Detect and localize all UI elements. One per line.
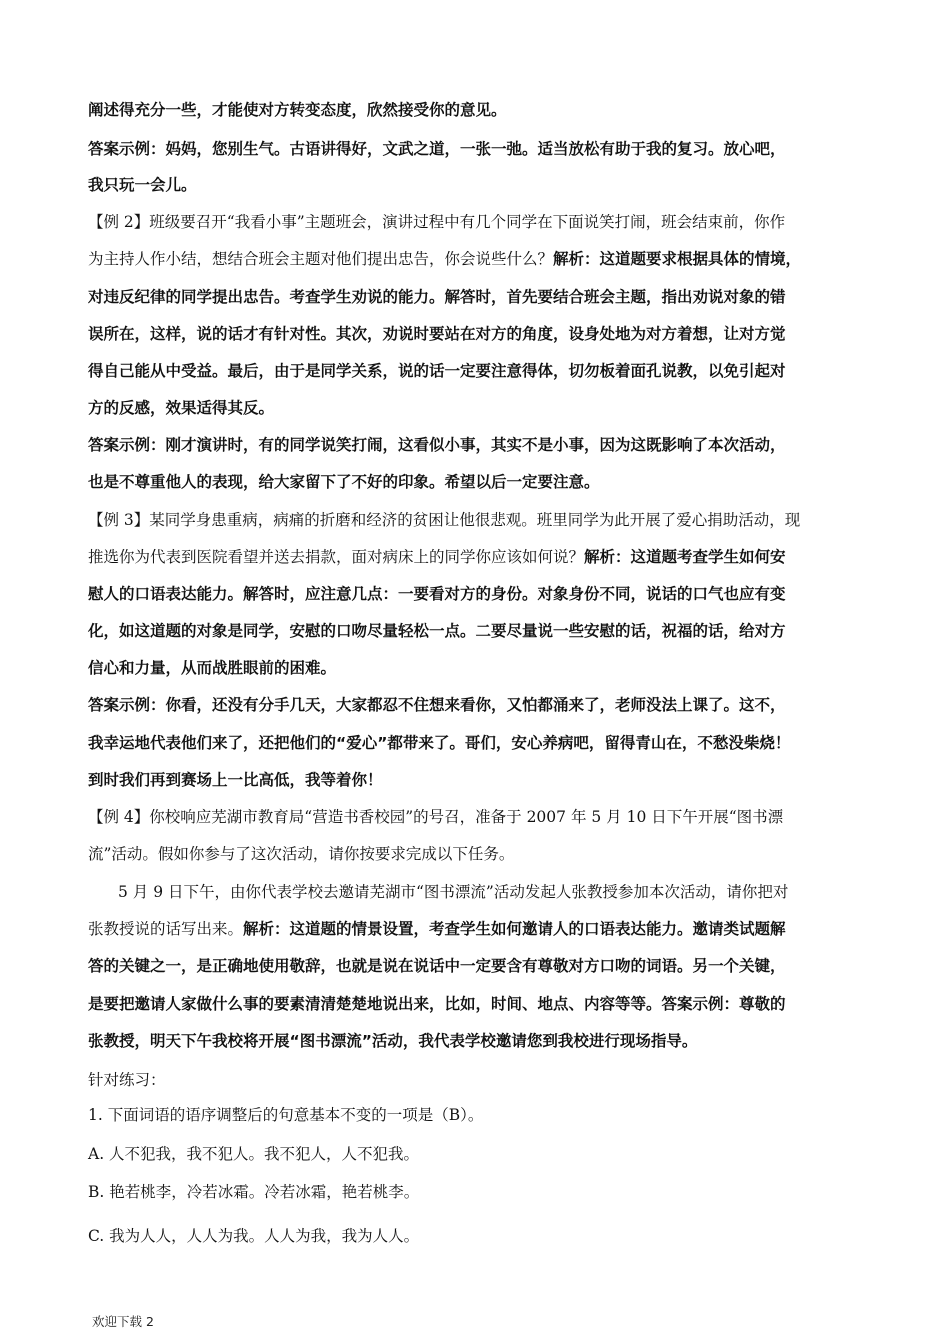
text-line: 误所在，这样，说的话才有针对性。其次，劝说时要站在对方的角度，设身处地为对方着想，让对方觉 bbox=[88, 325, 786, 343]
analysis-label: 解析：这道题的情景设置，考查学生如何邀请人的口语表达能力。邀请类试题解 bbox=[243, 920, 786, 938]
text-line: 得自己能从中受益。最后，由于是同学关系，说的话一定要注意得体，切勿板着面孔说教，以免引起对 bbox=[88, 362, 786, 380]
example-2-heading: 【例 2】班级要召开“我看小事”主题班会，演讲过程中有几个同学在下面说笑打闹，班会结束前，你作 bbox=[88, 213, 786, 231]
example-4-task: 张教授说的话写出来。 bbox=[88, 920, 244, 938]
text-line bbox=[88, 918, 786, 940]
text-line bbox=[88, 546, 786, 568]
option-c: C. 我为人人，人人为我。人人为我，我为人人。 bbox=[88, 1227, 420, 1245]
text-line: 信心和力量，从而战胜眼前的困难。 bbox=[88, 659, 337, 677]
text-line: 答的关键之一，是正确地使用敬辞，也就是说在说话中一定要含有尊敬对方口吻的词语。另一个关键， bbox=[88, 957, 786, 975]
text-line: 张教授，明天下午我校将开展“图书漂流”活动，我代表学校邀请您到我校进行现场指导。 bbox=[88, 1032, 698, 1050]
text-line: 对违反纪律的同学提出忠告。考查学生劝说的能力。解答时，首先要结合班会主题，指出劝说对象的错 bbox=[88, 288, 786, 306]
question-1: 1. 下面词语的语序调整后的句意基本不变的一项是（B）。 bbox=[88, 1106, 484, 1124]
analysis-label: 解析：这道题考查学生如何安 bbox=[584, 548, 786, 566]
answer-example-2: 答案示例：刚才演讲时，有的同学说笑打闹，这看似小事，其实不是小事，因为这既影响了本次活动， bbox=[88, 436, 786, 454]
text-line: 流”活动。假如你参与了这次活动，请你按要求完成以下任务。 bbox=[88, 845, 515, 863]
answer-example-1: 答案示例：妈妈，您别生气。古语讲得好，文武之道，一张一弛。适当放松有助于我的复习。放心吧， bbox=[88, 140, 786, 158]
text-line: 我只玩一会儿。 bbox=[88, 176, 197, 194]
text-line: 是要把邀请人家做什么事的要素清清楚楚地说出来，比如，时间、地点、内容等等。答案示例：尊敬的 bbox=[88, 995, 786, 1013]
example-3-heading: 【例 3】某同学身患重病，病痛的折磨和经济的贫困让他很悲观。班里同学为此开展了爱心捐助活动，现 bbox=[88, 511, 801, 529]
example-4-heading: 【例 4】你校响应芜湖市教育局“营造书香校园”的号召，准备于 2007 年 5 月 10 日下午开展“图书漂 bbox=[88, 808, 784, 826]
text-line: 阐述得充分一些，才能使对方转变态度，欣然接受你的意见。 bbox=[88, 101, 507, 119]
answer-example-3: 答案示例：你看，还没有分手几天，大家都忍不住想来看你，又怕都涌来了，老师没法上课了。这不， bbox=[88, 696, 786, 714]
example-3-question: 推选你为代表到医院看望并送去捐款，面对病床上的同学你应该如何说？ bbox=[88, 548, 585, 566]
example-2-question: 为主持人作小结，想结合班会主题对他们提出忠告，你会说些什么？ bbox=[88, 250, 554, 268]
text-line: 方的反感，效果适得其反。 bbox=[88, 399, 275, 417]
page-footer: 欢迎下载 2 bbox=[92, 1314, 154, 1329]
text-line bbox=[88, 248, 801, 270]
practice-heading: 针对练习： bbox=[88, 1071, 166, 1089]
text-line: 5 月 9 日下午，由你代表学校去邀请芜湖市“图书漂流”活动发起人张教授参加本次活动，请你把对 bbox=[118, 883, 789, 901]
text-line: 化，如这道题的对象是同学，安慰的口吻尽量轻松一点。二要尽量说一些安慰的话，祝福的话，给对方 bbox=[88, 622, 786, 640]
text-line: 我幸运地代表他们来了，还把他们的“爱心”都带来了。哥们，安心养病吧，留得青山在，不愁没柴烧！ bbox=[88, 734, 791, 752]
option-a: A. 人不犯我，我不犯人。我不犯人，人不犯我。 bbox=[88, 1145, 420, 1163]
text-line: 到时我们再到赛场上一比高低，我等着你！ bbox=[88, 771, 383, 789]
text-line: 也是不尊重他人的表现，给大家留下了不好的印象。希望以后一定要注意。 bbox=[88, 473, 600, 491]
text-line: 慰人的口语表达能力。解答时，应注意几点：一要看对方的身份。对象身份不同，说话的口气也应有变 bbox=[88, 585, 786, 603]
analysis-label: 解析：这道题要求根据具体的情境， bbox=[553, 250, 802, 268]
option-b: B. 艳若桃李，冷若冰霜。冷若冰霜，艳若桃李。 bbox=[88, 1183, 420, 1201]
